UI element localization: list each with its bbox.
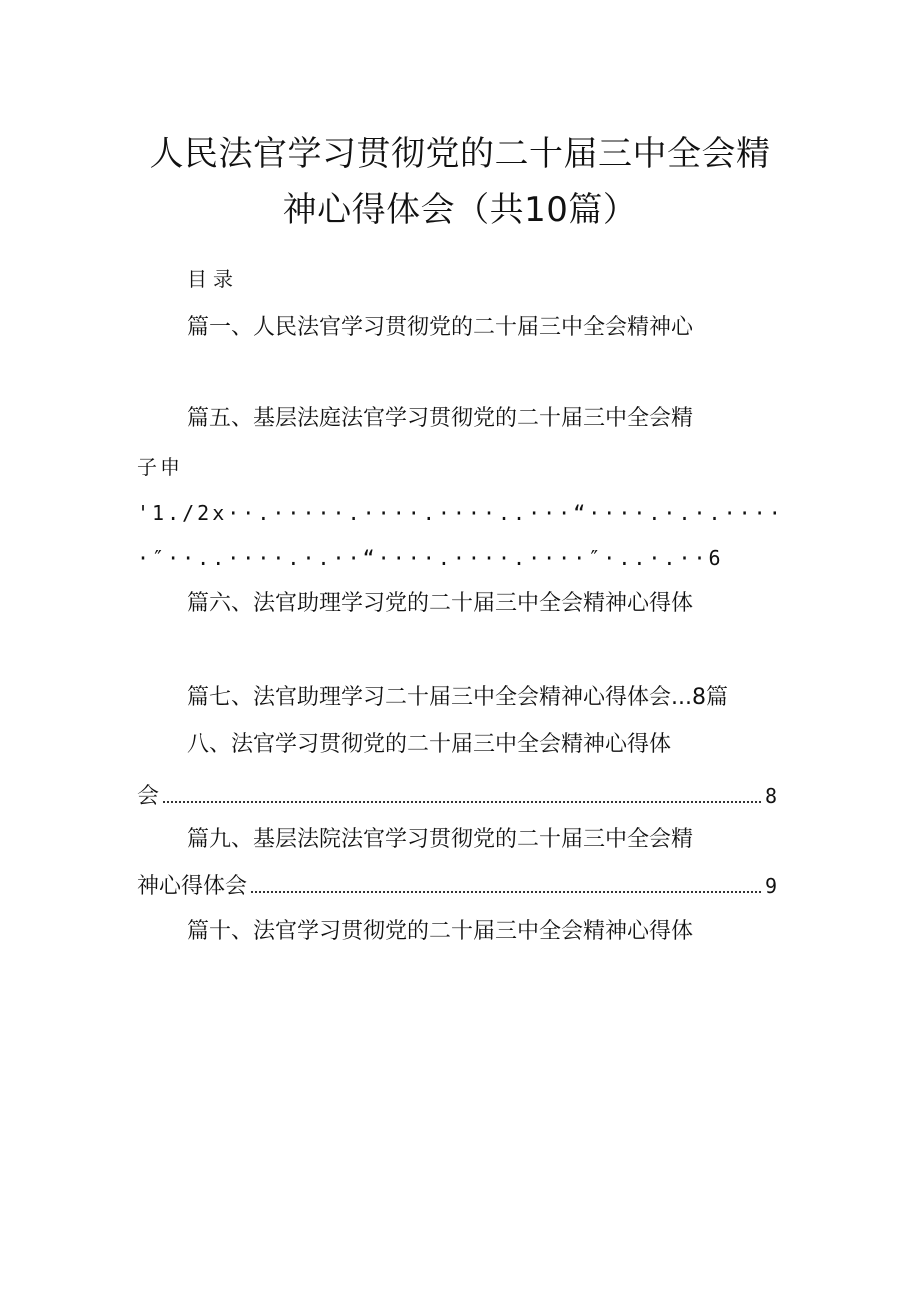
- toc-heading: 目录: [187, 267, 239, 291]
- toc-entry-6: 篇六、法官助理学习党的二十届三中全会精神心得体: [187, 591, 694, 616]
- dot-leader: [163, 800, 761, 803]
- toc-entry-8-text: 会: [137, 784, 160, 809]
- document-title-line-2: 神心得体会（共10篇）: [282, 190, 638, 230]
- toc-entry-1: 篇一、人民法官学习贯彻党的二十届三中全会精神心: [187, 315, 694, 340]
- toc-entry-8-line-2: [137, 782, 777, 811]
- toc-entry-5: 篇五、基层法庭法官学习贯彻党的二十届三中全会精: [187, 406, 694, 431]
- dot-leader: [251, 890, 761, 893]
- toc-entry-9-line-1: 篇九、基层法院法官学习贯彻党的二十届三中全会精: [187, 827, 694, 852]
- toc-entry-8-page: 8: [764, 784, 777, 808]
- toc-entry-9-page: 9: [764, 874, 777, 898]
- toc-garbled-text-1: 子申: [137, 455, 183, 479]
- toc-entry-10: 篇十、法官学习贯彻党的二十届三中全会精神心得体: [187, 919, 694, 944]
- document-title-line-1: 人民法官学习贯彻党的二十届三中全会精: [149, 134, 771, 174]
- toc-entry-7: 篇七、法官助理学习二十届三中全会精神心得体会...8篇: [187, 685, 728, 710]
- toc-garbled-text-3: ·″··..····.·.··“····.····.····″·..·.··6: [137, 546, 724, 570]
- toc-garbled-text-2: '1./2x··.·····.····.····..···“····.·.·.····: [137, 501, 784, 525]
- toc-entry-9-line-2: [137, 872, 777, 901]
- toc-entry-9-text: 神心得体会: [137, 874, 248, 899]
- toc-entry-8-line-1: 八、法官学习贯彻党的二十届三中全会精神心得体: [187, 732, 672, 757]
